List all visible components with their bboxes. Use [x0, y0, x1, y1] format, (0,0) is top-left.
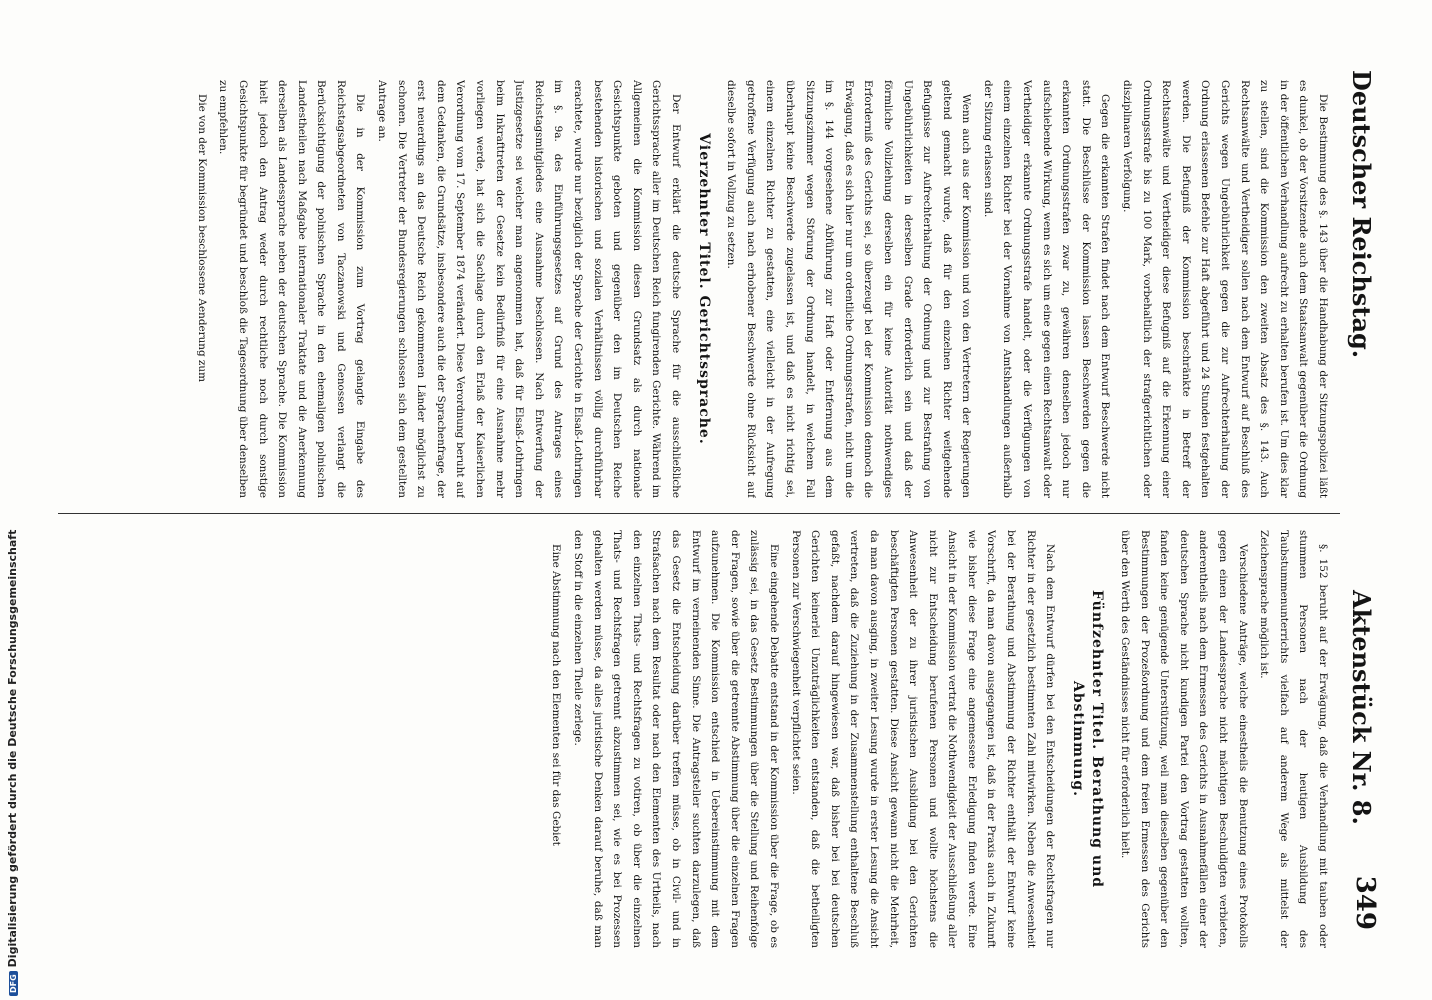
paragraph: Eine Abstimmung nach den Elementen sei für das Gebiet — [550, 544, 563, 846]
column-divider — [58, 513, 1340, 514]
paragraph: Wenn auch aus der Kommission und von den Vertretern der Regierungen geltend gemacht wurde, daß für den einzelnen Richter weitgehende Befugnisse zur Aufrechterhaltung der Ordnung und zur Bestrafung von Ungebührlichkeiten in derselben Grade erforderlich sein und daß der förmliche Vollziehung derselben ein für keine Autorität nothwendiges Erforderniß des Gerichts sei, so überzeugt bei der Kommission dennoch die Erwägung, daß es sich hier nur um ordentliche Ordnungsstrafen, nicht um die im §. 144 vorgesehene Abführung zur Haft oder Entfernung aus dem Sitzungszimmer wegen Störung der Ordnung handelt, in welchem Fall überhaupt keine Beschwerde zugelassen ist, und daß es nicht richtig sei, einem einzelnen Richter zu gestatten, eine vielleicht in der Aufregung getroffene Verfügung auch nach erhobener Beschwerde ohne Rücksicht auf dieselbe sofort in Vollzug zu setzen. — [725, 80, 973, 498]
header-title-right: Aktenstück Nr. 8. — [1347, 590, 1376, 825]
page-number: 349 — [1350, 875, 1380, 930]
paragraph: Die in der Kommission zum Vortrag gelangte Eingabe des Reichstagsabgeordneten von Taczanowski und Genossen verlangt die Berücksichtigung der polnischen Sprache in den ehemaligen polnischen Landestheilen nach Maßgabe internationaler Traktate und die Anerkennung derselben als Landessprache neben der deutschen Sprache. Die Kommission hielt jedoch den Antrag weder durch rechtliche noch durch sonstige Gesichtspunkte für begründet und beschloß die Tagesordnung über denselben zu empfehlen. — [217, 80, 367, 498]
digitization-credit — [6, 529, 19, 996]
paragraph: Verschiedene Anträge, welche einestheils die Benutzung eines Protokolls gegen einen der Landessprache nicht mächtigen Beschuldigten verbieten, anderentheils nach dem Ermessen des Gerichts in Ausnahmefällen einer der deutschen Sprache nicht kundigen Partei den Vortrag gestatten wollten, fanden keine genügende Unterstützung, weil man dieselben gegenüber den Bestimmungen der Prozeßordnung und dem freien Ermessen des Gerichts über den Werth des Geständnisses nicht für erforderlich hielt. — [1119, 530, 1249, 948]
header-title-left: Deutscher Reichstag. — [1347, 70, 1376, 359]
left-text-column — [62, 80, 1332, 498]
dfg-logo: DFG — [9, 971, 18, 996]
paragraph: Nach dem Entwurf dürfen bei den Entscheidungen der Rechtsfragen nur Richter in der gesetzlich bestimmten Zahl mitwirken. Neben die Anwesenheit bei der Berathung und Abstimmung der Richter enthält der Entwurf keine Vorschrift, da man davon ausgegangen ist, daß in der Praxis auch in Zukunft wie bisher diese Frage eine angemessene Erledigung finden werde. Eine Ansicht in der Kommission vertrat die Nothwendigkeit der Ausschließung aller nicht zur Entscheidung berufenen Personen und wollte höchstens die Anwesenheit der zu ihrer juristischen Ausbildung bei den Gerichten beschäftigten Personen gestatten. Diese Ansicht gewann nicht die Mehrheit, da man davon ausging, in zweiter Lesung wurde in erster Lesung die Ansicht vertreten, daß die Zuziehung in der Zusammenstellung enthaltene Beschluß gefaßt, nachdem darauf hingewiesen war, daß bisher bei bei deutschen Gerichten keinerlei Unzuträglichkeiten entstanden, daß die betheiligten Personen zur Verschwiegenheit verpflichtet seien. — [789, 530, 1057, 948]
paragraph: Die Bestimmung des §. 143 über die Handhabung der Sitzungspolizei läßt es dunkel, ob der Vorsitzende auch dem Staatsanwalt gegenüber die Ordnung in der öffentlichen Verhandlung aufrecht zu erhalten berufen ist. Um dies klar zu stellen, sind die Kommission den zweiten Absatz des §. 143. Auch Rechtsanwälte und Vertheidiger sollen nach dem Entwurf auf Beschluß des Gerichts wegen Ungebührlichkeit gegen die zur Aufrechterhaltung der Ordnung erlassenen Befehle zur Haft abgeführt und 24 Stunden festgehalten werden. Die Befugniß der Kommission beschränkte in Betreff der Rechtsanwälte und Vertheidiger diese Befugniß auf die Erkennung einer Ordnungsstrafe bis zu 100 Mark, vorbehaltlich der strafgerichtlichen oder disziplinaren Verfolgung. — [1121, 80, 1329, 498]
page-header — [1346, 70, 1386, 930]
section-heading: Vierzehnter Titel. Gerichtssprache. — [695, 133, 712, 445]
paragraph: Der Entwurf erklärt die deutsche Sprache für die ausschließliche Gerichtssprache aller im Deutschen Reich fungirenden Gerichte. Während im Allgemeinen die Kommission diesen Grundsatz als durch nationale Gesichtspunkte geboten und gegenüber den im Deutschen Reiche bestehenden historischen und sozialen Verhältnissen völlig durchführbar erachtete, wurde nur bezüglich der Sprache der Gerichte in Elsaß-Lothringen im §. 9a. des Einführungsgesetzes auf Grund des Antrages eines Reichstagsmitgliedes eine Ausnahme beschlossen. Nach Entwerfung der Justizgesetze sei welcher man angenommen hat, daß für Elsaß-Lothringen beim Inkrafttreten der Gesetze kein Bedürfniß für eine Ausnahme mehr vorliegen werde, hat sich die Sachlage durch den Erlaß der Kaiserlichen Verordnung vom 17. September 1874 verändert. Diese Verordnung beruht auf dem Gedanken, die Grundsätze, insbesondere auch die der Sprachenfrage, der erst neuerdings an das Deutsche Reich gekommenen Länder möglichst zu schonen. Die Vertreter der Bundesregierungen schlossen sich dem gestellten Antrage an. — [376, 80, 682, 498]
paragraph: Gegen die erkannten Strafen findet nach dem Entwurf Beschwerde nicht statt. Die Beschlüsse der Kommission lassen Beschwerden gegen die erkannten Ordnungsstrafen zwar zu, gewähren denselben jedoch nur aufschiebende Wirkung, wenn es sich um eine gegen einen Rechtsanwalt oder Vertheidiger erkannte Ordnungsstrafe handelt, oder die Verfügungen von einem einzelnen Richter bei der Vornahme von Amtshandlungen außerhalb der Sitzung erlassen sind. — [981, 80, 1112, 498]
section-heading: Fünfzehnter Titel. Berathung und Abstimmung. — [1069, 589, 1106, 889]
right-text-column — [62, 530, 1332, 948]
credit-text: Digitalisierung gefördert durch die Deutsche Forschungsgemeinschaft — [6, 529, 19, 968]
paragraph: Die von der Kommission beschlossene Aenderung zum — [195, 94, 208, 382]
paragraph: §. 152 beruht auf der Erwägung, daß die Verhandlung mit tauben oder stummen Personen nach der heutigen Ausbildung des Taubstummenunterrichts vielfach auf anderem Wege als mittelst der Zeichensprache möglich ist. — [1258, 530, 1329, 948]
paragraph: Eine eingehende Debatte entstand in der Kommission über die Frage, ob es zulässig sei, in das Gesetz Bestimmungen über die Stellung und Reihenfolge der Fragen, sowie über die getrennte Abstimmung über die einzelnen Fragen aufzunehmen. Die Kommission entschied in Uebereinstimmung mit dem Entwurf im verneinenden Sinne. Die Antragsteller suchten darzulegen, daß das Gesetz die Entscheidung darüber treffen müsse, ob in Civil- und in Strafsachen nach dem Resultat oder nach den Elementen des Urtheils, nach den einzelnen Thats- und Rechtsfragen zu votiren, ob über die einzelnen Thats- und Rechtsfragen getrennt abzustimmen sei, wie es bei Prozessen gehalten werden müsse, da alles juristische Denken darauf beruhe, daß man den Stoff in die einzelnen Theile zerlege. — [572, 530, 780, 948]
